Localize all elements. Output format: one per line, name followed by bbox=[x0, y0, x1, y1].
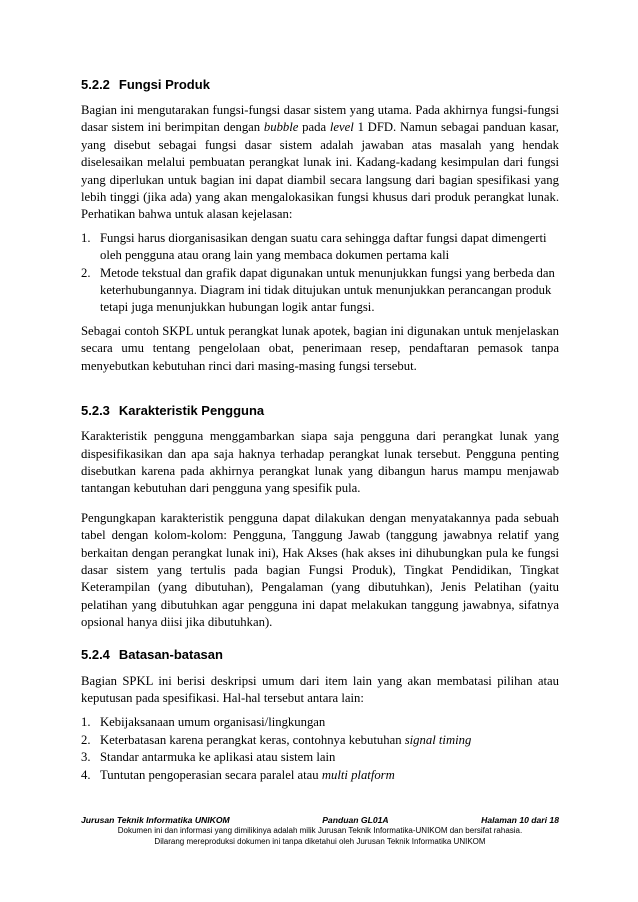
page-footer bbox=[81, 815, 559, 847]
paragraph: Sebagai contoh SKPL untuk perangkat lunak apotek, bagian ini digunakan untuk menjelaskan secara umu tentang pengelolaan obat, penerimaan resep, pendaftaran pemasok tanpa menyebutkan kebutuhan rinci dari masing-masing fungsi tersebut. bbox=[81, 323, 559, 373]
list-text: Kebijaksanaan umum organisasi/lingkungan bbox=[100, 715, 326, 730]
list-number: 3. bbox=[81, 750, 91, 765]
section-title: Fungsi Produk bbox=[118, 77, 210, 92]
section-heading-5-2-4 bbox=[81, 646, 559, 663]
footer-page-number: Halaman 10 dari 18 bbox=[481, 815, 559, 825]
text-run: Bagian ini mengutarakan fungsi-fungsi dasar sistem yang utama. Pada akhirnya fungsi-fungsi dasar sistem ini berimpitan dengan bbox=[81, 103, 559, 135]
list-number: 1. bbox=[81, 230, 91, 245]
section-heading-5-2-2 bbox=[81, 76, 559, 93]
italic-term: bubble bbox=[263, 120, 299, 135]
list-text: Standar antarmuka ke aplikasi atau sistem lain bbox=[100, 750, 336, 765]
footer-row bbox=[81, 815, 559, 826]
list-text: Tuntutan pengoperasian secara paralel atau bbox=[100, 767, 322, 782]
list-number: 2. bbox=[81, 732, 91, 747]
list-text: Metode tekstual dan grafik dapat digunakan untuk menunjukkan fungsi yang berbeda dan keterhubungannya. Diagram ini tidak ditujukan untuk menunjukkan perancangan produk tetapi juga menunjukkan hubungan logik antar fungsi. bbox=[100, 265, 555, 315]
section-number: 5.2.3 bbox=[81, 403, 110, 419]
italic-term: multi platform bbox=[321, 767, 395, 782]
list-item bbox=[81, 749, 559, 766]
list-text: Fungsi harus diorganisasikan dengan suatu cara sehingga daftar fungsi dapat dimengerti oleh pengguna atau orang lain yang membaca dokumen pertama kali bbox=[100, 230, 547, 263]
numbered-list bbox=[81, 714, 559, 784]
paragraph: Pengungkapan karakteristik pengguna dapat dilakukan dengan menyatakannya pada sebuah tabel dengan kolom-kolom: Pengguna, Tanggung Jawab (tanggung jawabnya relatif yang berkaitan dengan perangkat lunak ini), Hak Akses (hak akses ini dihubungkan pula ke fungsi dasar sistem yang tertulis pada bagian Fungsi Produk), Tingkat Pendidikan, Tingkat Keterampilan (yang dibutuhan), Pengalaman (yang dibutuhkan), Jenis Pelatihan (yaitu pelatihan yang dibutuhkan agar pengguna ini dapat melakukan tanggung jawabnya, sifatnya opsional hanya diisi jika dibutuhkan). bbox=[81, 510, 559, 630]
text-run: 1 DFD. Namun sebagai panduan kasar, yang disebut sebagai fungsi dasar sistem adalah jawaban atas masalah yang hendak diselesaikan melalui pembuatan perangkat lunak ini. Kadang-kadang kesimpulan dari fungsi yang diperlukan untuk bagian ini dapat diambil secara langsung dari bagian spesifikasi yang lebih tinggi (jika ada) yang akan mengalokasikan fungsi khusus dari produk perangkat lunak. Perhatikan bahwa untuk alasan kejelasan: bbox=[81, 120, 559, 222]
italic-term: level bbox=[329, 120, 354, 135]
list-item bbox=[81, 732, 559, 749]
italic-term: signal timing bbox=[404, 732, 472, 747]
section-heading-5-2-3 bbox=[81, 402, 559, 419]
section-number: 5.2.2 bbox=[81, 77, 110, 92]
list-number: 2. bbox=[81, 265, 91, 280]
list-item bbox=[81, 230, 559, 265]
footer-department: Jurusan Teknik Informatika UNIKOM bbox=[81, 815, 230, 825]
paragraph bbox=[81, 102, 559, 224]
footer-document-id: Panduan GL01A bbox=[322, 815, 389, 825]
list-item bbox=[81, 265, 559, 317]
section-title: Batasan-batasan bbox=[118, 646, 223, 662]
page-content bbox=[81, 70, 559, 784]
paragraph: Karakteristik pengguna menggambarkan siapa saja pengguna dari perangkat lunak yang dispesifikasikan dan apa saja haknya terhadap perangkat lunak tersebut. Pengguna penting disebutkan karena pada akhirnya perangkat lunak yang dibangun harus mampu menjawab tantangan kebutuhan dari pengguna yang spesifik pula. bbox=[81, 429, 559, 496]
list-number: 1. bbox=[81, 715, 91, 730]
list-number: 4. bbox=[81, 767, 91, 782]
footer-reproduction-note: Dilarang mereproduksi dokumen ini tanpa diketahui oleh Jurusan Teknik Informatika UNIKOM bbox=[154, 836, 486, 846]
list-item bbox=[81, 767, 559, 784]
section-title: Karakteristik Pengguna bbox=[118, 403, 265, 419]
section-number: 5.2.4 bbox=[81, 646, 110, 662]
paragraph: Bagian SPKL ini berisi deskripsi umum dari item lain yang akan membatasi pilihan atau keputusan pada spesifikasi. Hal-hal tersebut antara lain: bbox=[81, 673, 559, 705]
list-item bbox=[81, 714, 559, 731]
list-text: Keterbatasan karena perangkat keras, contohnya kebutuhan bbox=[100, 732, 405, 747]
footer-confidential-note: Dokumen ini dan informasi yang dimilikinya adalah milik Jurusan Teknik Informatika-UNIKOM dan bersifat rahasia. bbox=[117, 826, 523, 835]
numbered-list bbox=[81, 230, 559, 317]
text-run: pada bbox=[298, 120, 330, 135]
